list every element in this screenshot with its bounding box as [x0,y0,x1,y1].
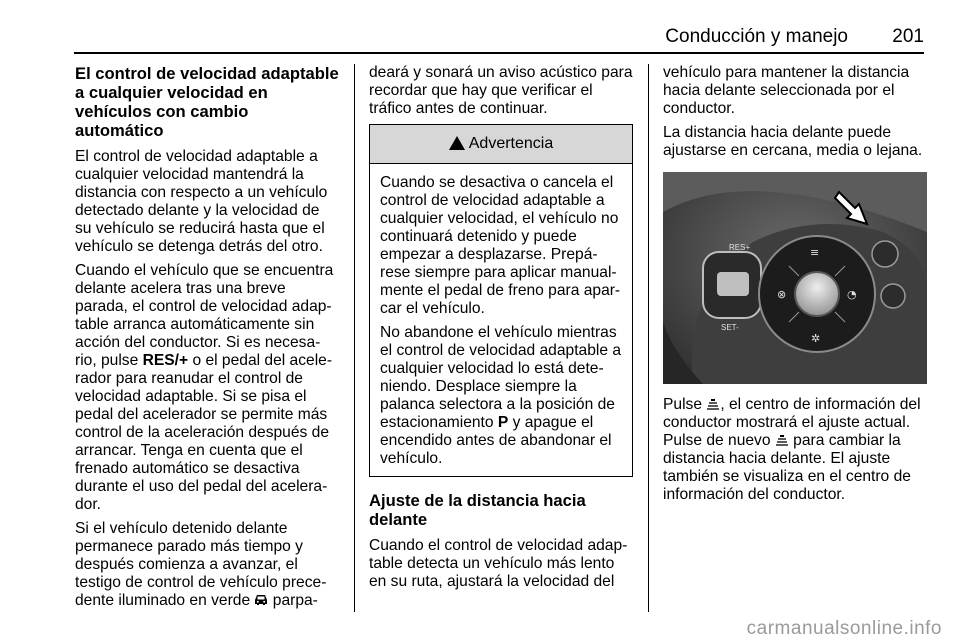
chapter-title: Conducción y manejo [665,26,848,47]
steering-wheel-illustration [663,172,927,384]
svg-text:⊗: ⊗ [777,288,787,301]
header-rule [74,52,924,54]
text-run: No abandone el vehículo mientras el control de velocidad adaptable a cualquier velocidad lo está dete-niendo. Desplace siempre la palanca selectora a la posición de estacionamiento [380,324,622,431]
column-1 [75,64,339,616]
paragraph [663,396,927,504]
paragraph: La distancia hacia delante puede ajustarse en cercana, media o lejana. [663,124,923,159]
park-position-label: P [497,414,509,431]
svg-text:◔: ◔ [847,288,857,301]
svg-text:✲: ✲ [811,332,821,345]
paragraph: Cuando el control de velocidad adap-table detecta un vehículo más lento en su ruta, ajustará la velocidad del [369,537,628,590]
text-run: Cuando el vehículo que se encuentra delante acelera tras una breve parada, el control de velocidad adap-table arranca automáticamente sin acción del conductor. Si es necesa-rio, pulse [75,262,334,369]
following-distance-icon [706,398,720,410]
text-run: para cambiar la distancia hacia delante. El ajuste también se visualiza en el centro de información del conductor. [663,432,911,503]
svg-text:≡: ≡ [810,246,820,259]
warning-header [370,125,632,164]
warning-body [370,164,632,476]
warning-box [369,124,633,477]
column-3 [663,64,927,510]
text-run: , el centro de información del conductor mostrará el ajuste actual. Pulse de nuevo [663,396,921,449]
set-label: SET- [721,323,739,332]
paragraph: deará y sonará un aviso acústico para recordar que hay que verificar el tráfico antes de continuar. [369,64,633,117]
warning-paragraph: Cuando se desactiva o cancela el control de velocidad adaptable a cualquier velocidad, el vehículo no continuará detenido y puede empezar a desplazarse. Prepá-rese siempre para aplicar manual-mente el pedal de freno para apar-car el vehículo. [380,174,621,317]
text-run: y apague el encendido antes de abandonar el vehículo. [380,414,612,467]
warning-paragraph [380,324,622,468]
section-heading-acc: El control de velocidad adaptable a cualquier velocidad en vehículos con cambio automático [75,64,339,140]
paragraph [75,262,339,514]
watermark: carmanualsonline.info [746,618,942,639]
paragraph: vehículo para mantener la distancia hacia delante seleccionada por el conductor. [663,64,910,117]
column-divider-1 [354,64,355,612]
column-2 [369,64,633,597]
following-distance-icon [775,434,789,446]
steering-wheel-controls-image [663,172,927,384]
column-divider-2 [648,64,649,612]
res-button-label: RES/+ [142,352,189,369]
warning-triangle-icon [449,136,465,150]
text-run: parpa- [268,592,318,609]
paragraph: El control de velocidad adaptable a cualquier velocidad mantendrá la distancia con respecto a un vehículo detectado delante y la velocidad de su vehículo se reducirá hasta que el vehículo se detenga detrás del otro. [75,148,328,255]
text-run: Si el vehículo detenido delante permanece parado más tiempo y después comienza a avanzar, el testigo de control de vehículo prece-dente iluminado en verde [75,520,327,609]
text-run: o el pedal del acele-rador para reanudar el control de velocidad adaptable. Si se pisa el pedal del acelerador se permite más control de la aceleración después de arrancar. Tenga en cuenta que el frenado automático se desactiva durante el uso del pedal del acelera-dor. [75,352,333,513]
res-label: RES+ [729,243,751,252]
section-heading-distance: Ajuste de la distancia hacia delante [369,491,586,529]
warning-title: Advertencia [468,135,554,152]
page-header [0,0,960,55]
text-run: Pulse [663,396,707,413]
page-number: 201 [892,26,924,47]
vehicle-ahead-icon [254,594,268,606]
paragraph [75,520,339,610]
